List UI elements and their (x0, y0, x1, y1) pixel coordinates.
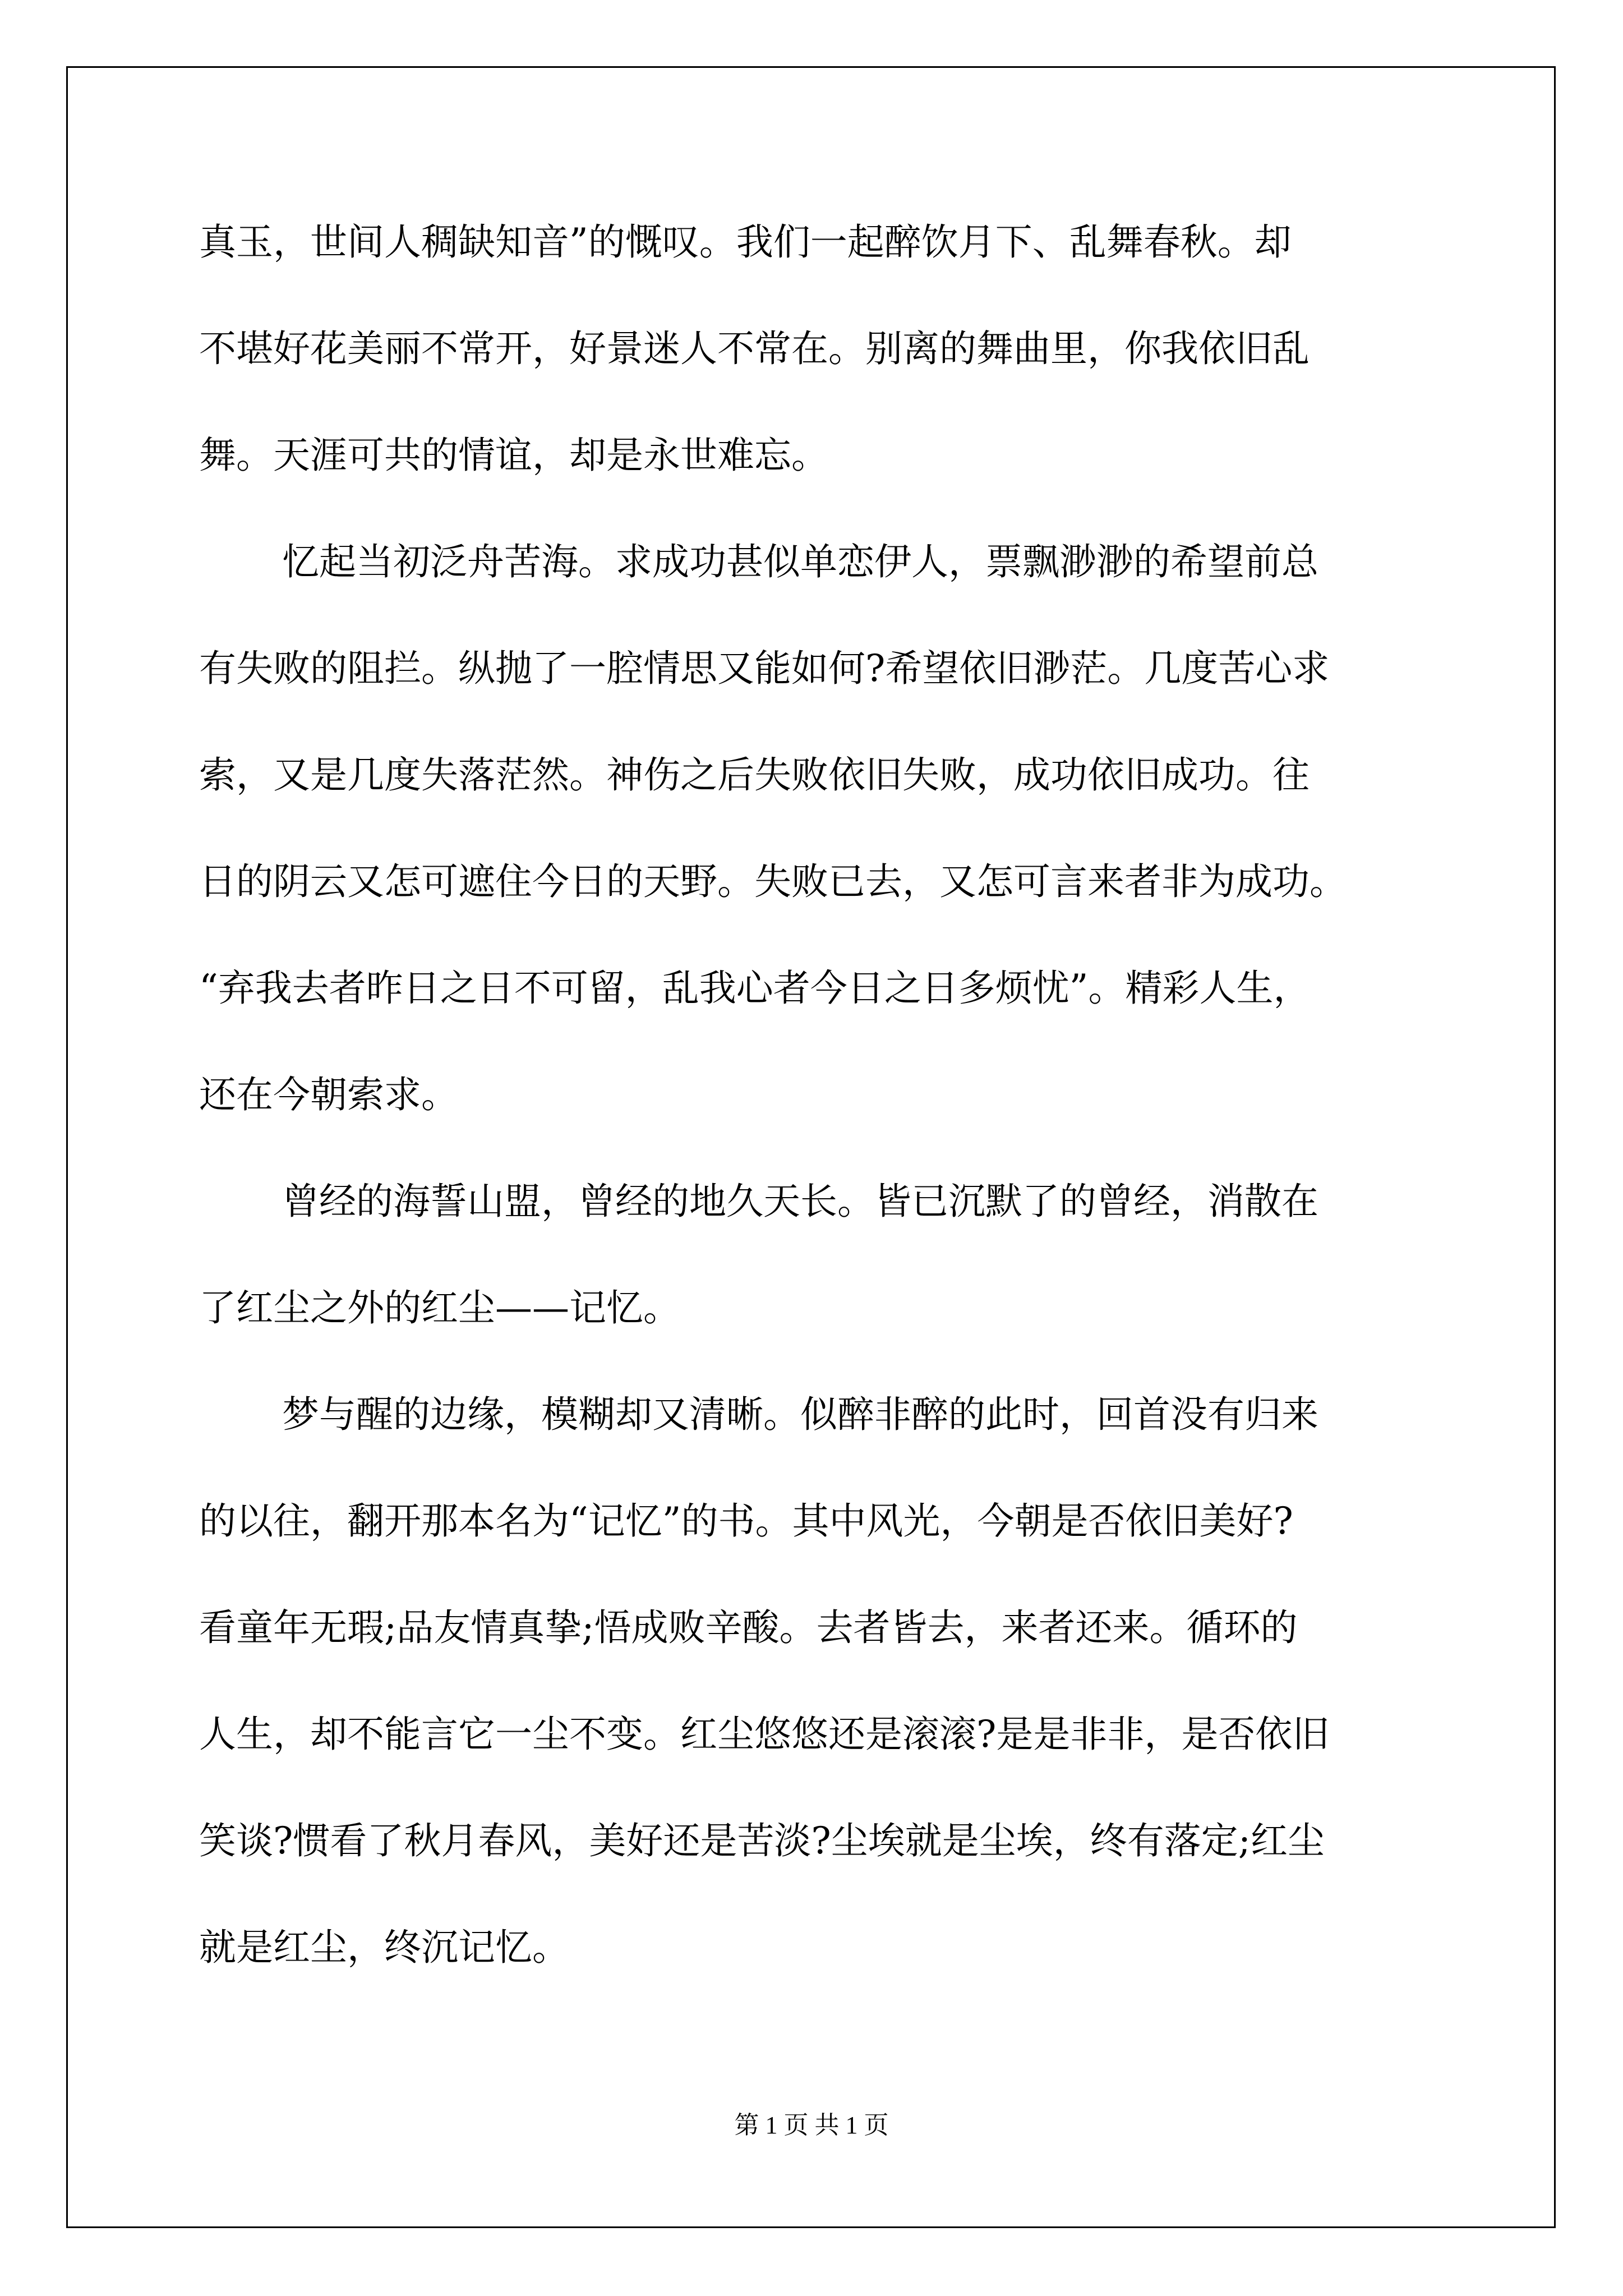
text-line: 人生，却不能言它一尘不变。红尘悠悠还是滚滚?是是非非，是否依旧 (199, 1713, 1330, 1756)
page-number: 第 1 页 共 1 页 (734, 2111, 889, 2139)
text-line: 了红尘之外的红尘——记忆。 (199, 1286, 680, 1329)
text-line: 还在今朝索求。 (199, 1073, 458, 1116)
text-line: 笑谈?惯看了秋月春风，美好还是苦淡?尘埃就是尘埃，终有落定;红尘 (199, 1819, 1325, 1862)
text-line: 看童年无瑕;品友情真挚;悟成败辛酸。去者皆去，来者还来。循环的 (199, 1606, 1298, 1649)
text-line: 曾经的海誓山盟，曾经的地久天长。皆已沉默了的曾经，消散在 (282, 1180, 1318, 1223)
text-line: 梦与醒的边缘，模糊却又清晰。似醉非醉的此时，回首没有归来 (282, 1393, 1318, 1436)
text-line: 舞。天涯可共的情谊，却是永世难忘。 (199, 434, 828, 477)
text-line: 有失败的阻拦。纵抛了一腔情思又能如何?希望依旧渺茫。几度苦心求 (199, 647, 1330, 690)
text-line: “弃我去者昨日之日不可留，乱我心者今日之日多烦忧”。精彩人生， (199, 967, 1311, 1010)
text-line: 的以往，翻开那本名为“记忆”的书。其中风光，今朝是否依旧美好? (199, 1499, 1293, 1543)
text-line: 忆起当初泛舟苦海。求成功甚似单恋伊人，票飘渺渺的希望前总 (282, 540, 1318, 583)
text-line: 日的阴云又怎可遮住今日的天野。失败已去，又怎可言来者非为成功。 (199, 860, 1347, 903)
text-line: 真玉，世间人稠缺知音”的慨叹。我们一起醉饮月下、乱舞春秋。却 (199, 220, 1292, 264)
text-line: 不堪好花美丽不常开，好景迷人不常在。别离的舞曲里，你我依旧乱 (199, 327, 1310, 370)
page-border (66, 66, 1556, 2228)
text-line: 索，又是几度失落茫然。神伤之后失败依旧失败，成功依旧成功。往 (199, 753, 1310, 797)
text-line: 就是红尘，终沉记忆。 (199, 1926, 569, 1969)
